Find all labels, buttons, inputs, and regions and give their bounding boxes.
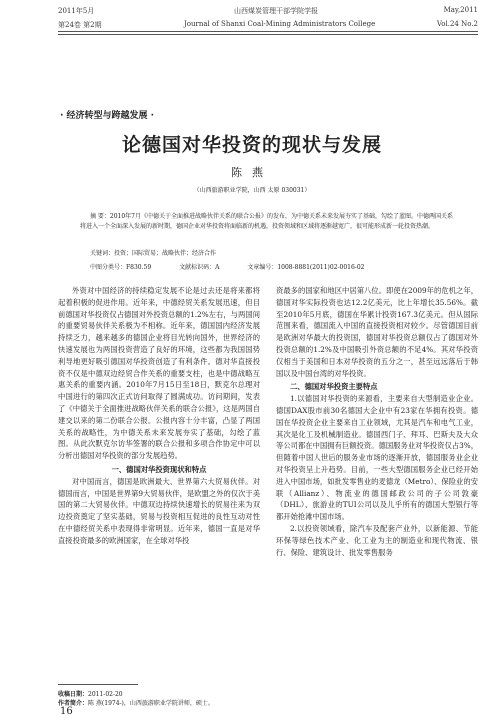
body-paragraph: 资最多的国家和地区中居第八位。即使在2009年的危机之年，德国对华实际投资也达12.2亿美元，比上年增长35.56%。截至2010年5月底，德国在华累计投资167.3亿美元。但从国际范围来看，德国流入中国的直接投资相对较少。尽管德国目前是欧洲对华最大的投资国，德国对华投资总额仅占了德国对外投资总额的1.2%及中国吸引外资总额的不足4%。其对华投资仅相当于美国和日本对华投资的五分之一，甚至远远落后于韩国以及中国台湾的对华投资。 (276, 286, 478, 378)
classification-line (90, 262, 450, 271)
page-number: 16 (60, 706, 73, 717)
header-rule-1 (58, 31, 478, 32)
body-column-left (58, 285, 260, 547)
journal-name-en: Journal of Shanxi Coal-Mining Administrators College (184, 20, 376, 28)
received-label: 收稿日期： (58, 691, 89, 698)
document-code: 文献标识码：A (179, 264, 220, 271)
footnote-rule (58, 684, 138, 685)
body-paragraph: 对中国而言，德国是欧洲最大、世界第六大贸易伙伴。对德国而言，中国是世界第9大贸易伙伴，是欧盟之外的仅次于美国的第二大贸易伙伴。中德双边持续快速增长的贸易往来为双边投资奠定了坚实基础，贸易与投资相互促进的良性互动对性在中德经贸关系中表现得非常明显。近年来，德国一直是对华直接投资最多的欧洲国家，在全球对华投 (58, 476, 260, 545)
issue-date-en: May,2011 (443, 6, 478, 14)
received-date: 2011-02-20 (88, 691, 123, 698)
footnote (58, 690, 214, 708)
body-paragraph: 外资对中国经济的持续稳定发展不论是过去还是将来都将起着积极的促进作用。近年来，中德经贸关系发展迅速，但目前德国对华投资仅占德国对外投资总额的1.2%左右，与两国间的重要贸易伙伴关系极为不相称。近年来，德国国内经济发展持续乏力，越来越多的德国企业将目光转向国外，世界经济的快速发展也为两国投资营造了良好的环境，这些都为我国国势利导地更好吸引德国对华投资创造了有利条件。德对华直接投资不仅是中德双边经贸合作关系的重要支柱，也是中德战略互惠关系的重要内涵。2010年7月15日至18日，默克尔总理对中国进行的第四次正式访问取得了圆满成功。访问期间，发表了《中德关于全面推进战略伙伴关系的联合公报》，这是两国自建交以来的第二份联合公报。公报内容十分丰富，凸显了两国关系的战略性，为中德关系未来发展夯实了基础，勾绘了蓝图。从此次默克尔访华签署的联合公报和多项合作协定中可以分析出德国对华投资的部分发展趋势。 (58, 286, 260, 461)
volume-en: Vol.24 No.2 (436, 20, 478, 28)
section-heading: 一、德国对华投资现状和特点 (111, 464, 207, 474)
abstract-text: 摘 要：2010年7月《中德关于全面推进战略伙伴关系的联合公报》的发布，为中德关系未来发展夯实了基础，勾绘了蓝图。中德两国关系将进入一个全面深入发展的新时期，德国企业对华投资将面临新的机遇，投资领域和区域将逐渐越宽广，很可能形成新一轮投资热潮。 (80, 213, 453, 230)
author-name: 陈燕 (231, 166, 273, 179)
section-heading: 二、德国对华投资主要特点 (290, 382, 378, 392)
article-number: 文章编号：1008-8881(2011)02-0016-02 (247, 264, 365, 271)
body-paragraph: 2.以投资领域看，除汽车及配套产业外，以新能源、节能环保等绿色技术产业、化工业为主的制造业和现代物流、银行、保险、建筑设计、批发零售服务 (276, 523, 478, 557)
article-title: 论德国对华投资的现状与发展 (121, 134, 382, 156)
author-affiliation: （山西旅游职业学院，山西 太原 030031） (193, 187, 311, 194)
journal-name-cn: 山西煤炭管理干部学院学报 (234, 7, 318, 15)
section-label: · 经济转型与跨越发展 · (60, 111, 155, 121)
header-rule-2 (58, 34, 478, 35)
keywords: 关键词：投资；国际贸易；战略伙伴；经济合作 (90, 250, 217, 257)
issue-date: 2011年5月 (58, 7, 95, 15)
body-column-right (276, 285, 478, 558)
volume-cn: 第24卷 第2期 (58, 21, 102, 29)
author-label: 作者简介： (58, 700, 89, 707)
body-paragraph: 1.以德国对华投资的来源看，主要来自大型制造业企业。德国DAX股市前30名德国大企业中有23家在华拥有投资。德国在华投资企业主要来自工业领域，尤其是汽车和电气工业，其次是化工及机械制造业。德国西门子、拜耳、巴斯夫及大众等公司都在中国拥有巨额投资。德国服务业对华投资仅占3%，但随着中国人世后的服务业市场的逐渐开放，德国服务业企业对华投资呈上升趋势。目前，一些大型德国服务企业已经开始进入中国市场，如批发零售业的麦德龙（Metro）、保险业的安联（Allianz）、物流业的德国邮政公司的子公司敦豪（DHL）、旅游业的TUI公司以及儿乎所有的德国大型银行等都开始抢滩中国市场。 (276, 394, 478, 522)
author-info: 陈 燕(1974-)，山西旅游职业学院讲师，硕士。 (88, 700, 214, 707)
clc-number: 中图分类号：F830.59 (90, 264, 152, 271)
abstract (80, 212, 456, 231)
